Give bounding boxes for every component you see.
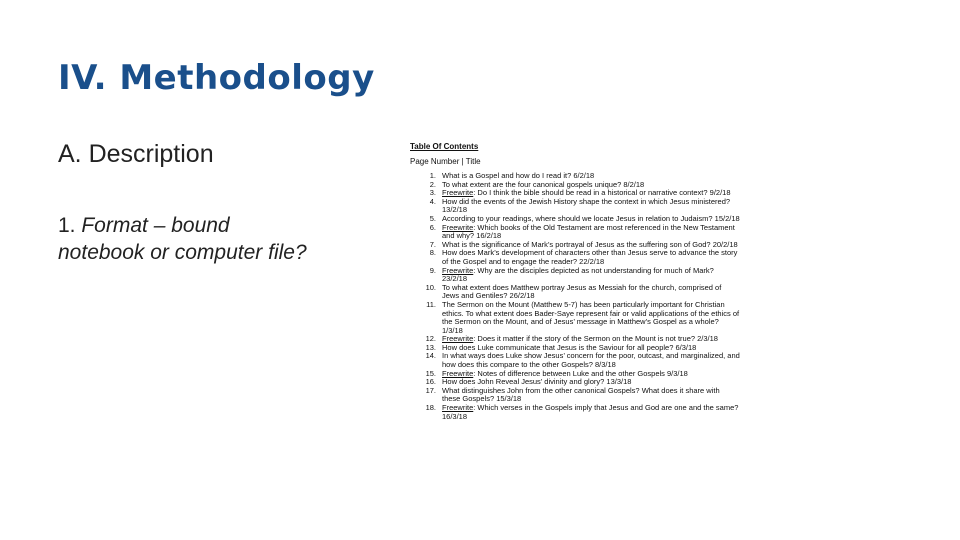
toc-item-text	[442, 267, 740, 284]
toc-item-number: 13.	[425, 342, 436, 352]
toc-item-title: What is the significance of Mark’s portrayal of Jesus as the suffering son of God? 20/2/18	[442, 239, 738, 249]
slide-title: IV. Methodology	[58, 58, 375, 98]
toc-column-header: Page Number | Title	[410, 157, 481, 166]
toc-item-text	[442, 249, 740, 266]
toc-list	[410, 172, 740, 421]
toc-item	[410, 404, 740, 421]
toc-item-title: The Sermon on the Mount (Matthew 5-7) has been particularly important for Christian ethics. To what extent does Bader-Saye represent fair or valid applications of the ethics of the Sermon on the Mount, and of Jesus’ message in Matthew’s Gospel as a whole? 1/3/18	[442, 299, 740, 335]
toc-item	[410, 267, 740, 284]
toc-item-title: To what extent are the four canonical gospels unique? 8/2/18	[442, 179, 645, 189]
toc-item	[410, 198, 740, 215]
toc-item-title: : Does it matter if the story of the Sermon on the Mount is not true? 2/3/18	[473, 334, 718, 344]
toc-item-title: What is a Gospel and how do I read it? 6/2/18	[442, 171, 595, 180]
toc-item	[410, 352, 740, 369]
toc-item-title: : Notes of difference between Luke and the other Gospels 9/3/18	[473, 368, 688, 378]
toc-item	[410, 301, 740, 335]
toc-item-text	[442, 387, 740, 404]
toc-item-number: 2.	[429, 179, 436, 189]
toc-item	[410, 284, 740, 301]
toc-item-title: How does Luke communicate that Jesus is the Saviour for all people? 6/3/18	[442, 342, 697, 352]
toc-item-title: How did the events of the Jewish History shape the context in which Jesus ministered? 13/2/18	[442, 196, 731, 215]
toc-item-text	[442, 224, 740, 241]
toc-item-title: In what ways does Luke show Jesus’ concern for the poor, outcast, and marginalized, and how does this compare to the other Gospels? 8/3/18	[442, 351, 740, 370]
toc-item-text	[442, 404, 740, 421]
toc-item-title: : Which verses in the Gospels imply that Jesus and God are one and the same? 16/3/18	[442, 403, 739, 421]
toc-item-number: 15.	[425, 368, 436, 378]
toc-item	[410, 387, 740, 404]
toc-item-freewrite-label: Freewrite	[442, 334, 474, 344]
point-text: Format – bound notebook or computer file?	[58, 214, 307, 264]
toc-item-title: What distinguishes John from the other canonical Gospels? What does it share with these Gospels? 15/3/18	[442, 385, 720, 404]
toc-item-title: How does John Reveal Jesus’ divinity and glory? 13/3/18	[442, 377, 632, 387]
toc-item-title: : Why are the disciples depicted as not understanding for much of Mark? 23/2/18	[442, 265, 714, 284]
toc-item-title: : Do I think the bible should be read in a historical or narrative context? 9/2/18	[473, 188, 731, 198]
toc-item-title: To what extent does Matthew portray Jesus as Messiah for the church, comprised of Jews and Gentiles? 26/2/18	[442, 282, 722, 301]
toc-item-text	[442, 301, 740, 335]
toc-item-number: 16.	[425, 377, 436, 387]
toc-item-number: 7.	[429, 239, 436, 249]
bullet-point	[58, 212, 318, 266]
toc-item-freewrite-label: Freewrite	[442, 403, 474, 413]
toc-item-text	[442, 198, 740, 215]
toc-item-number: 12.	[425, 334, 436, 344]
toc-item-number: 9.	[429, 265, 436, 275]
toc-item-number: 10.	[425, 282, 436, 292]
toc-item-number: 17.	[425, 385, 436, 395]
table-of-contents-image	[410, 142, 740, 421]
toc-item-number: 11.	[426, 299, 436, 309]
toc-item-freewrite-label: Freewrite	[442, 265, 474, 275]
toc-item	[410, 224, 740, 241]
toc-item-number: 3.	[429, 188, 436, 198]
toc-item-freewrite-label: Freewrite	[442, 222, 474, 232]
section-subheading: A. Description	[58, 140, 214, 168]
toc-item-title: How does Mark’s development of characters other than Jesus serve to advance the story of the Gospel and to engage the reader? 22/2/18	[442, 248, 738, 266]
toc-item-number: 8.	[429, 248, 436, 258]
toc-item-title: According to your readings, where should we locate Jesus in relation to Judaism? 15/2/18	[442, 213, 740, 223]
toc-item-number: 14.	[425, 351, 436, 361]
toc-heading: Table Of Contents	[410, 142, 479, 151]
toc-item-number: 4.	[429, 196, 436, 206]
toc-item	[410, 249, 740, 266]
point-number: 1.	[58, 214, 76, 237]
toc-item-number: 5.	[429, 213, 436, 223]
toc-item-number: 1.	[429, 171, 436, 180]
toc-item-freewrite-label: Freewrite	[442, 368, 474, 378]
toc-item-title: : Which books of the Old Testament are most referenced in the New Testament and why? 16/2/18	[442, 222, 735, 241]
toc-item-number: 18.	[425, 403, 436, 413]
toc-item-freewrite-label: Freewrite	[442, 188, 474, 198]
toc-item-text	[442, 284, 740, 301]
toc-item-number: 6.	[429, 222, 436, 232]
toc-item-text	[442, 352, 740, 369]
